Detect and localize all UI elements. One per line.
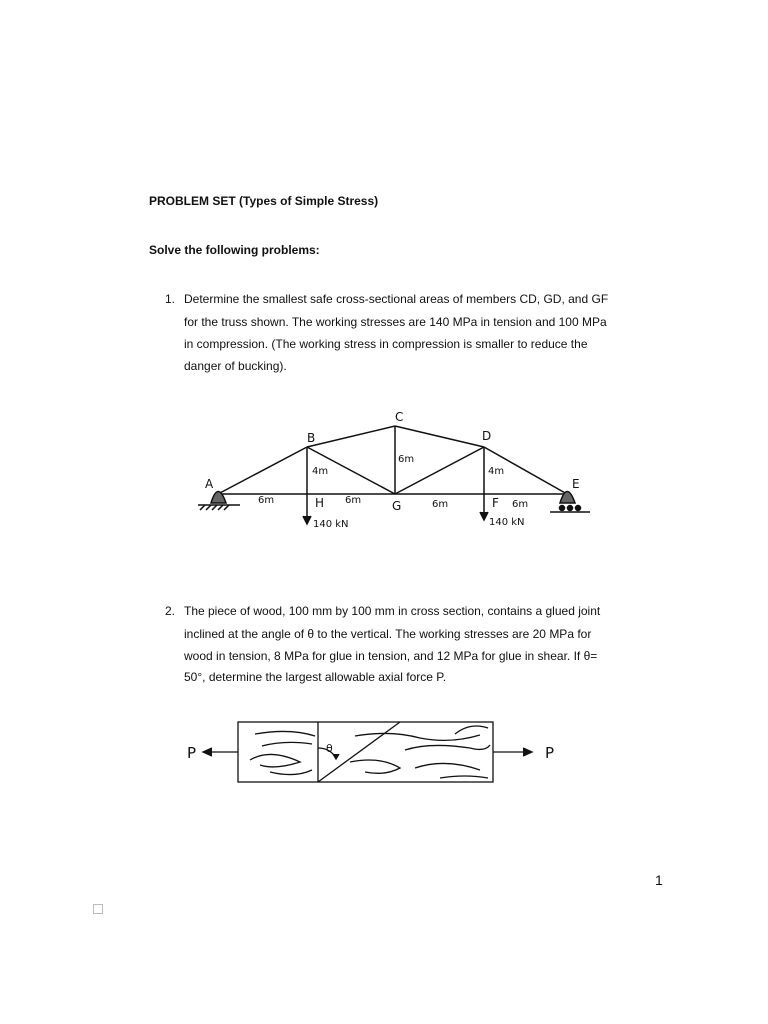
problem-2-line: The piece of wood, 100 mm by 100 mm in cross section, contains a glued joint xyxy=(184,604,601,618)
node-g-label: G xyxy=(392,499,402,513)
problem-2-line: 50°, determine the largest allowable axial force P. xyxy=(184,670,447,684)
load-f: 140 kN xyxy=(489,517,525,528)
node-a-label: A xyxy=(205,477,214,491)
node-f-label: F xyxy=(492,496,499,510)
dim-cg: 6m xyxy=(398,454,415,465)
scanner-logo xyxy=(93,904,103,914)
page-title: PROBLEM SET (Types of Simple Stress) xyxy=(149,194,379,208)
dim-bh: 4m xyxy=(312,466,329,477)
problem-1-line: in compression. (The working stress in compression is smaller to reduce the xyxy=(184,337,588,351)
node-d-label: D xyxy=(482,429,492,443)
problem-1-line: danger of bucking). xyxy=(184,359,287,373)
dim-gf: 6m xyxy=(432,499,449,510)
problem-1-number: 1. xyxy=(165,292,176,306)
left-force-label: P xyxy=(187,744,197,762)
node-h-label: H xyxy=(315,496,325,510)
dim-hg: 6m xyxy=(345,495,362,506)
problem-2-line: inclined at the angle of θ to the vertical. The working stresses are 20 MPa for xyxy=(184,627,592,641)
dim-df: 4m xyxy=(488,466,505,477)
node-e-label: E xyxy=(572,477,580,491)
problem-1-line: for the truss shown. The working stresses are 140 MPa in tension and 100 MPa xyxy=(184,315,607,329)
problem-2-line: wood in tension, 8 MPa for glue in tension, and 12 MPa for glue in shear. If θ= xyxy=(184,649,598,663)
node-b-label: B xyxy=(307,431,316,445)
problem-1-line: Determine the smallest safe cross-sectional areas of members CD, GD, and GF xyxy=(184,292,609,306)
instructions: Solve the following problems: xyxy=(149,243,320,257)
dim-ah: 6m xyxy=(258,495,275,506)
node-c-label: C xyxy=(395,410,404,424)
problem-2-number: 2. xyxy=(165,604,176,618)
page-number: 1 xyxy=(655,872,663,888)
right-force-label: P xyxy=(545,744,555,762)
load-h: 140 kN xyxy=(313,519,349,530)
angle-label: θ xyxy=(326,742,333,755)
wood-diagram xyxy=(203,722,532,782)
dim-fe: 6m xyxy=(512,499,529,510)
